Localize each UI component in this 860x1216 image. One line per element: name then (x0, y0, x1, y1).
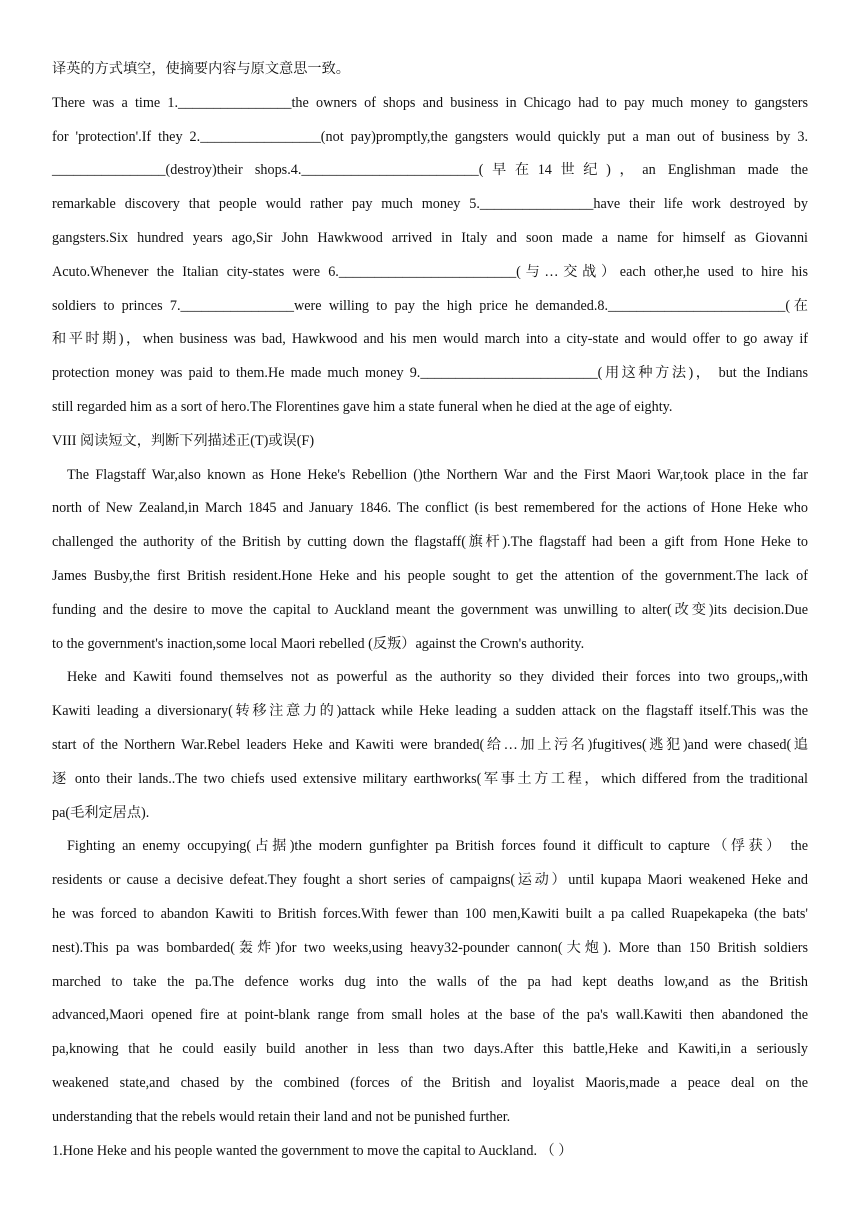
paragraph-line: 逐 onto their lands..The two chiefs used extensive military earthworks(军事土方工程，which differed from the traditional (52, 770, 808, 787)
paragraph-line: remarkable discovery that people would rather pay much money 5.________________have their life work destroyed by (52, 196, 808, 213)
paragraph-line: Heke and Kawiti found themselves not as powerful as the authority so they divided their forces into two groups,,with (67, 669, 808, 686)
paragraph-line: soldiers to princes 7.________________were willing to pay the high price he demanded.8._________________________(在 (52, 297, 808, 314)
paragraph-line: still regarded him as a sort of hero.The Florentines gave him a state funeral when he died at the age of eighty. (52, 398, 673, 415)
paragraph-line: funding and the desire to move the capital to Auckland meant the government was unwilling to alter(改变)its decision.Due (52, 601, 808, 618)
passage-paragraph-2 (52, 661, 808, 830)
paragraph-line: pa(毛利定居点). (52, 804, 150, 821)
paragraph-line: advanced,Maori opened fire at point-blank range from small holes at the base of the pa's wall.Kawiti then abandoned the (52, 1007, 808, 1024)
paragraph-line: understanding that the rebels would retain their land and not be punished further. (52, 1108, 511, 1125)
paragraph-line: ________________(destroy)their shops.4._________________________(早在14世纪)，an Englishman made the (52, 162, 808, 179)
paragraph-line: protection money was paid to them.He made much money 9._________________________(用这种方法)， but the Indians (52, 365, 808, 382)
paragraph-line: nest).This pa was bombarded(轰炸)for two weeks,using heavy32-pounder cannon(大炮). More than 150 British soldiers (52, 939, 808, 956)
instruction-line: 译英的方式填空，使摘要内容与原文意思一致。 (52, 61, 350, 77)
paragraph-line: The Flagstaff War,also known as Hone Heke's Rebellion ()the Northern War and the First Maori War,took place in the far (67, 466, 808, 483)
document-page (52, 53, 808, 1168)
paragraph-line: residents or cause a decisive defeat.They fought a short series of campaigns(运动）until kupapa Maori weakened Heke and (52, 872, 808, 889)
passage-paragraph-3 (52, 830, 808, 1134)
paragraph-line: gangsters.Six hundred years ago,Sir John Hawkwood arrived in Italy and soon made a name for himself as Giovanni (52, 229, 808, 246)
paragraph-line: marched to take the pa.The defence works dug into the walls of the pa had kept deaths low,and as the British (52, 973, 808, 990)
question-item: 1.Hone Heke and his people wanted the government to move the capital to Auckland. （ ） (52, 1142, 573, 1159)
section-heading: VIII 阅读短文，判断下列描述正(T)或误(F) (52, 432, 315, 449)
paragraph-line: challenged the authority of the British by cutting down the flagstaff(旗杆).The flagstaff had been a gift from Hone Heke to (52, 534, 808, 551)
paragraph-line: James Busby,the first British resident.Hone Heke and his people sought to get the attention of the government.The lack of (52, 567, 808, 584)
paragraph-line: There was a time 1.________________the owners of shops and business in Chicago had to pay much money to gangsters (52, 94, 808, 111)
paragraph-line: for 'protection'.If they 2._________________(not pay)promptly,the gangsters would quickly put a man out of business by 3. (52, 128, 808, 145)
paragraph-line: Acuto.Whenever the Italian city-states were 6._________________________(与…交战）each other,he used to hire his (52, 263, 808, 280)
paragraph-line: Fighting an enemy occupying(占据)the modern gunfighter pa British forces found it difficult to capture（俘获） the (67, 838, 808, 855)
paragraph-line: weakened state,and chased by the combined (forces of the British and loyalist Maoris,made a peace deal on the (52, 1074, 808, 1091)
paragraph-line: north of New Zealand,in March 1845 and January 1846. The conflict (is best remembered for the actions of Hone Heke who (52, 500, 808, 517)
paragraph-line: pa,knowing that he could easily build another in less than two days.After this battle,Heke and Kawiti,in a seriously (52, 1041, 808, 1058)
fill-blank-paragraph (52, 87, 808, 425)
passage-paragraph-1 (52, 459, 808, 662)
paragraph-line: to the government's inaction,some local Maori rebelled (反叛）against the Crown's authority. (52, 635, 585, 652)
paragraph-line: start of the Northern War.Rebel leaders Heke and Kawiti were branded(给…加上污名)fugitives(逃犯)and were chased(追 (52, 736, 808, 753)
paragraph-line: he was forced to abandon Kawiti to British forces.With fewer than 100 men,Kawiti built a pa called Ruapekapeka (the bats' (52, 905, 808, 922)
paragraph-line: 和平时期)，when business was bad, Hawkwood and his men would march into a city-state and would offer to go away if (52, 331, 808, 348)
paragraph-line: Kawiti leading a diversionary(转移注意力的)attack while Heke leading a sudden attack on the flagstaff itself.This was the (52, 703, 808, 720)
